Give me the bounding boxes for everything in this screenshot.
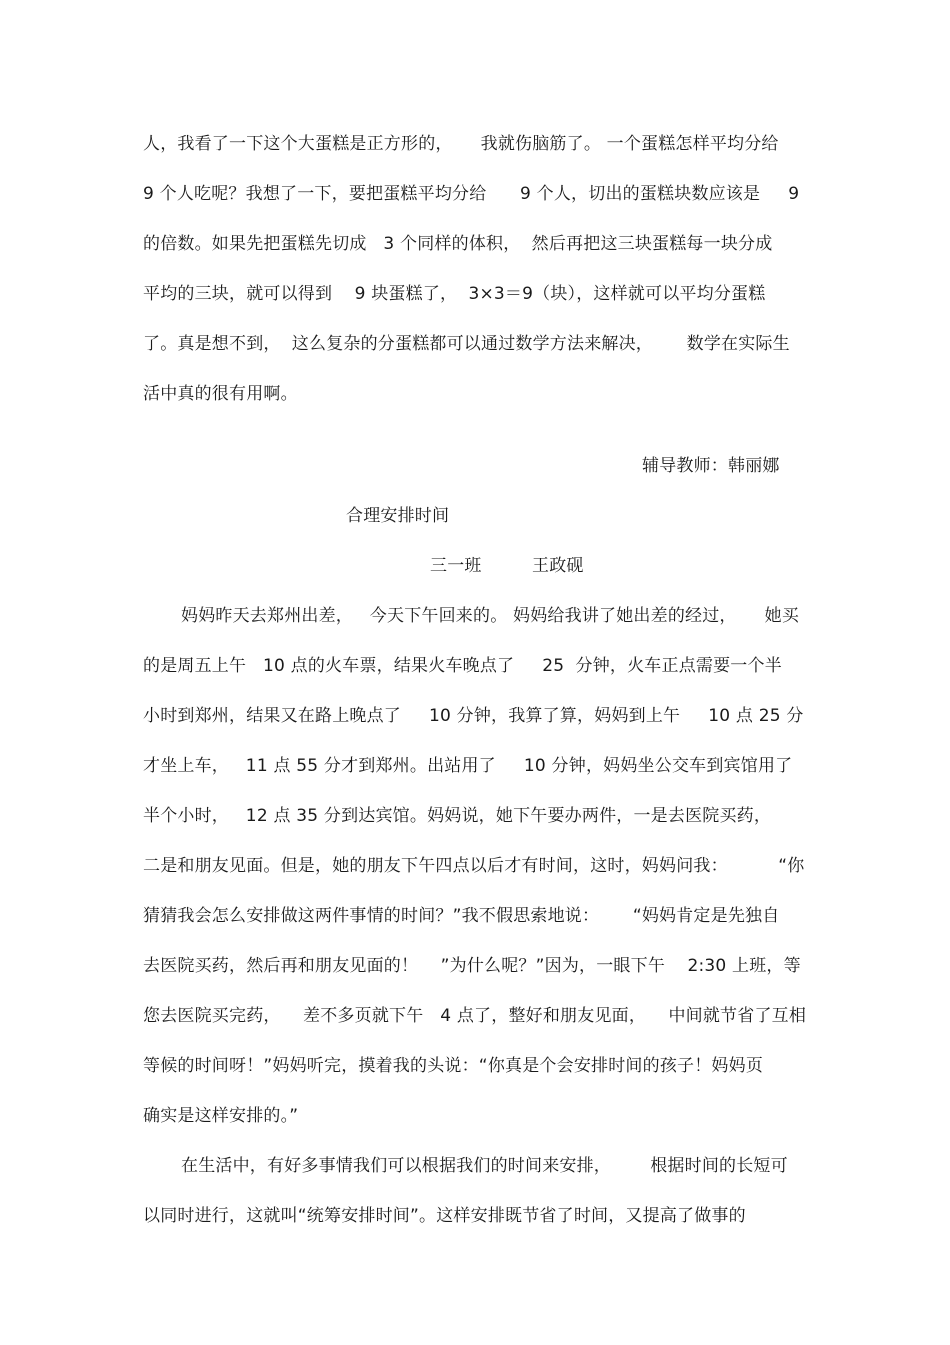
paragraph-line: 了。真是想不到， 这么复杂的分蛋糕都可以通过数学方法来解决， 数学在实际生 [143, 334, 790, 354]
article-byline: 三一班 王政砚 [430, 556, 584, 576]
paragraph-line: 才坐上车， 11 点 55 分才到郑州。出站用了 10 分钟，妈妈坐公交车到宾馆用了 [143, 756, 793, 776]
paragraph-line: 半个小时， 12 点 35 分到达宾馆。妈妈说，她下午要办两件，一是去医院买药， [143, 806, 772, 826]
advisor-signature: 辅导教师：韩丽娜 [642, 456, 780, 476]
paragraph-line: 在生活中，有好多事情我们可以根据我们的时间来安排， 根据时间的长短可 [181, 1156, 788, 1176]
paragraph-line: 人，我看了一下这个大蛋糕是正方形的， 我就伤脑筋了。 一个蛋糕怎样平均分给 [143, 134, 779, 154]
paragraph-line: 猜猜我会怎么安排做这两件事情的时间？”我不假思索地说： “妈妈肯定是先独自 [143, 906, 780, 926]
article-title: 合理安排时间 [346, 506, 450, 526]
paragraph-line: 等候的时间呀！”妈妈听完，摸着我的头说：“你真是个会安排时间的孩子！妈妈页 [143, 1056, 764, 1076]
paragraph-line: 9 个人吃呢？我想了一下，要把蛋糕平均分给 9 个人，切出的蛋糕块数应该是 9 [143, 184, 800, 204]
paragraph-line: 二是和朋友见面。但是，她的朋友下午四点以后才有时间，这时，妈妈问我： “你 [143, 856, 805, 876]
paragraph-line: 去医院买药，然后再和朋友见面的！ ”为什么呢？”因为，一眼下午 2:30 上班，等 [143, 956, 801, 976]
paragraph-line: 的倍数。如果先把蛋糕先切成 3 个同样的体积， 然后再把这三块蛋糕每一块分成 [143, 234, 773, 254]
paragraph-line: 小时到郑州，结果又在路上晚点了 10 分钟，我算了算，妈妈到上午 10 点 25 分 [143, 706, 804, 726]
paragraph-line: 确实是这样安排的。” [143, 1106, 299, 1126]
paragraph-line: 的是周五上午 10 点的火车票，结果火车晚点了 25 分钟，火车正点需要一个半 [143, 656, 782, 676]
paragraph-line: 平均的三块，就可以得到 9 块蛋糕了， 3×3＝9（块），这样就可以平均分蛋糕 [143, 284, 766, 304]
paragraph-line: 妈妈昨天去郑州出差， 今天下午回来的。 妈妈给我讲了她出差的经过， 她买 [181, 606, 800, 626]
paragraph-line: 以同时进行，这就叫“统筹安排时间”。这样安排既节省了时间，又提高了做事的 [143, 1206, 746, 1226]
paragraph-line: 您去医院买完药， 差不多页就下午 4 点了，整好和朋友见面， 中间就节省了互相 [143, 1006, 807, 1026]
paragraph-line: 活中真的很有用啊。 [143, 384, 298, 404]
